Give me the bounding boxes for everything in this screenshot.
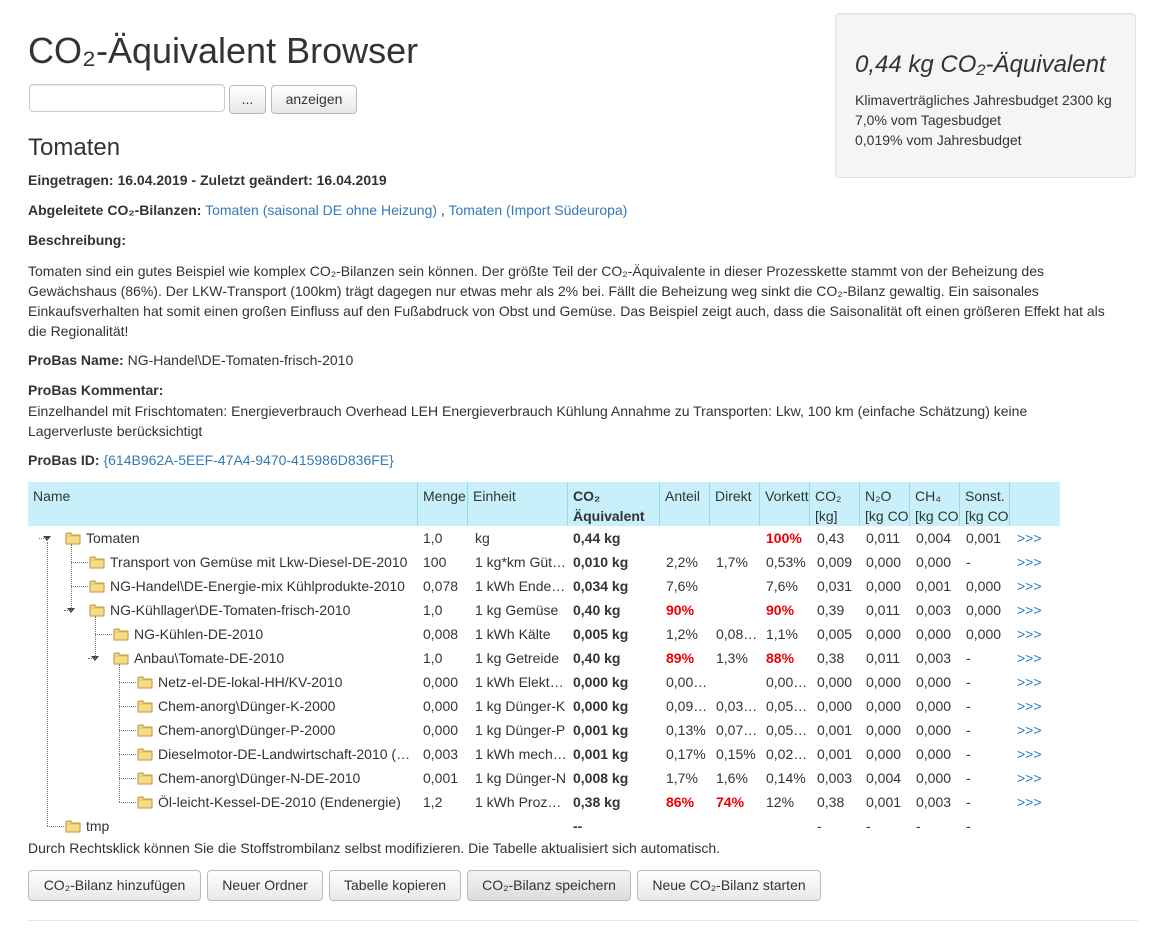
folder-icon	[137, 699, 153, 713]
cell-sonst: 0,001	[966, 530, 1002, 546]
cell-anteil: 1,2%	[666, 626, 698, 642]
folder-icon	[137, 723, 153, 737]
details-link[interactable]	[1017, 814, 1057, 838]
probas-comment-line: Lagerverluste berücksichtigt	[28, 423, 203, 439]
dates-text: Eingetragen: 16.04.2019 - Zuletzt geändert: 16.04.2019	[28, 172, 387, 188]
cell-n2o: 0,001	[866, 794, 902, 810]
cell-sonst: -	[966, 698, 971, 714]
cell-anteil: 0,13%	[666, 722, 706, 738]
cell-co2: 0,003	[817, 770, 853, 786]
cell-ch4: 0,000	[916, 554, 952, 570]
cell-einheit: 1 kg Gemüse	[475, 602, 559, 618]
col-header-vorkett[interactable]: Vorkett	[760, 482, 810, 526]
cell-co2: 0,001	[817, 722, 853, 738]
save-balance-button[interactable]: CO₂-Bilanz speichern	[467, 870, 631, 901]
cell-vorkett: 7,6%	[766, 578, 798, 594]
cell-co2: 0,38	[817, 794, 845, 810]
cell-n2o: 0,000	[866, 674, 902, 690]
tree-line	[95, 616, 96, 658]
cell-direkt: 1,7%	[716, 554, 748, 570]
cell-ch4: 0,000	[916, 722, 952, 738]
cell-ch4: 0,000	[916, 626, 952, 642]
table-row[interactable]	[28, 814, 1060, 838]
row-name[interactable]: Chem-anorg\Dünger-P-2000	[158, 722, 336, 738]
col-header-co2eq[interactable]: CO₂ Äquivalent	[568, 482, 660, 526]
cell-menge	[423, 814, 471, 838]
cell-ch4: 0,000	[916, 698, 952, 714]
cell-anteil	[666, 526, 712, 550]
tree-line	[71, 544, 72, 610]
description-line: Einkaufsverhalten hat somit einen großen Einfluss auf den Fußabdruck von Obst und Gemüse. Das Beispiel zeigt auch, dass die Saisonalität oft einen größeren Effekt hat als	[28, 303, 1105, 319]
description-text	[28, 261, 1123, 341]
cell-co2eq: 0,40 kg	[573, 650, 621, 666]
cell-co2eq: 0,001 kg	[573, 722, 629, 738]
cell-ch4: 0,000	[916, 746, 952, 762]
cell-einheit: 1 kg*km Güt…	[475, 554, 567, 570]
folder-icon	[89, 579, 105, 593]
derived-line	[28, 202, 627, 218]
cell-vorkett: 0,05…	[766, 698, 808, 714]
cell-n2o: 0,004	[866, 770, 902, 786]
cell-vorkett: 0,00…	[766, 674, 808, 690]
probas-name-line	[28, 352, 353, 368]
derived-label: Abgeleitete CO₂-Bilanzen:	[28, 202, 202, 218]
cell-co2: 0,005	[817, 626, 853, 642]
cell-sonst: -	[966, 554, 971, 570]
cell-ch4: 0,004	[916, 530, 952, 546]
cell-anteil: 86%	[666, 794, 695, 810]
col-header-ch4[interactable]: CH₄ [kg CO	[910, 482, 960, 526]
folder-icon	[113, 651, 129, 665]
cell-co2: 0,39	[817, 602, 845, 618]
table-row[interactable]	[28, 670, 1060, 694]
folder-icon	[65, 531, 81, 545]
search-input[interactable]	[29, 84, 225, 112]
table-row[interactable]	[28, 742, 1060, 766]
details-link[interactable]: >>>	[1017, 578, 1042, 594]
cell-menge: 0,003	[423, 746, 459, 762]
row-name[interactable]: Netz-el-DE-lokal-HH/KV-2010	[158, 674, 343, 690]
grid-header	[28, 482, 1060, 526]
cell-ch4: 0,000	[916, 674, 952, 690]
cell-anteil: 0,00…	[666, 674, 708, 690]
probas-comment-label-line	[28, 382, 163, 398]
cell-einheit: 1 kWh Ende…	[475, 578, 566, 594]
folder-icon	[89, 555, 105, 569]
cell-vorkett: 90%	[766, 602, 795, 618]
copy-table-button[interactable]: Tabelle kopieren	[329, 870, 461, 901]
cell-direkt	[716, 598, 762, 622]
cell-ch4: 0,001	[916, 578, 952, 594]
details-link[interactable]: >>>	[1017, 554, 1042, 570]
cell-menge: 0,000	[423, 722, 459, 738]
tree-line	[64, 610, 72, 611]
cell-menge: 0,000	[423, 698, 459, 714]
col-header-sonst[interactable]: Sonst. [kg CO	[960, 482, 1010, 526]
cell-direkt: 0,08…	[716, 626, 758, 642]
probas-id-link[interactable]: {614B962A-5EEF-47A4-9470-415986D836FE}	[103, 452, 394, 468]
probas-comment-text	[28, 401, 1123, 441]
new-balance-button[interactable]: Neue CO₂-Bilanz starten	[637, 870, 821, 901]
details-link[interactable]: >>>	[1017, 698, 1042, 714]
table-row[interactable]	[28, 694, 1060, 718]
table-row[interactable]	[28, 646, 1060, 670]
row-name[interactable]: Anbau\Tomate-DE-2010	[134, 650, 285, 666]
details-link[interactable]: >>>	[1017, 626, 1042, 642]
cell-sonst: 0,000	[966, 578, 1002, 594]
cell-anteil: 1,7%	[666, 770, 698, 786]
table-row[interactable]	[28, 574, 1060, 598]
table-row[interactable]	[28, 718, 1060, 742]
cell-co2eq: 0,000 kg	[573, 674, 629, 690]
cell-menge: 1,0	[423, 650, 443, 666]
cell-n2o: 0,011	[866, 650, 900, 666]
cell-co2: 0,000	[817, 674, 853, 690]
details-link[interactable]: >>>	[1017, 530, 1042, 546]
cell-n2o: 0,000	[866, 578, 902, 594]
details-link[interactable]: >>>	[1017, 602, 1042, 618]
cell-direkt: 0,15%	[716, 746, 756, 762]
cell-vorkett: 12%	[766, 794, 795, 810]
browse-button[interactable]: ...	[229, 85, 266, 114]
cell-co2eq: 0,034 kg	[573, 578, 629, 594]
cell-co2: 0,001	[817, 746, 853, 762]
tree-line	[71, 586, 88, 587]
cell-einheit: 1 kWh Proz…	[475, 794, 562, 810]
derived-link-import[interactable]: Tomaten (Import Südeuropa)	[448, 202, 628, 218]
cell-direkt: 1,6%	[716, 770, 748, 786]
cell-anteil: 0,17%	[666, 746, 706, 762]
tree-line	[119, 730, 136, 731]
row-name[interactable]: NG-Handel\DE-Energie-mix Kühlprodukte-2010	[110, 578, 405, 594]
cell-menge: 1,0	[423, 530, 443, 546]
description-line: die Regionalität!	[28, 323, 129, 339]
row-name[interactable]: Dieselmotor-DE-Landwirtschaft-2010 (…	[158, 746, 411, 762]
derived-separator: ,	[440, 202, 445, 218]
page-title: CO₂-Äquivalent Browser	[28, 30, 419, 71]
budget-headline: 0,44 kg CO₂-Äquivalent	[855, 51, 1106, 78]
cell-n2o: 0,000	[866, 698, 902, 714]
row-name[interactable]: NG-Kühllager\DE-Tomaten-frisch-2010	[110, 602, 351, 618]
details-link[interactable]: >>>	[1017, 650, 1042, 666]
table-row[interactable]	[28, 550, 1060, 574]
probas-comment-line: Einzelhandel mit Frischtomaten: Energieverbrauch Overhead LEH Energieverbrauch Kühlung Annahme zu Transporten: Lkw, 100 km (einfache Schätzung) keine	[28, 403, 1028, 419]
table-row[interactable]	[28, 766, 1060, 790]
cell-co2: 0,38	[817, 650, 845, 666]
cell-co2eq: 0,000 kg	[573, 698, 629, 714]
cell-einheit: 1 kWh mech…	[475, 746, 567, 762]
cell-einheit: 1 kg Getreide	[475, 650, 560, 666]
cell-co2: 0,031	[817, 578, 853, 594]
cell-co2: -	[817, 818, 822, 834]
tree-line	[95, 634, 112, 635]
cell-anteil: 7,6%	[666, 578, 698, 594]
col-header-direkt[interactable]: Direkt	[710, 482, 760, 526]
budget-annual: Klimaverträgliches Jahresbudget 2300 kg	[855, 92, 1112, 108]
description-line: Tomaten sind ein gutes Beispiel wie komplex CO₂-Bilanzen sein können. Der größte Teil der CO₂-Äquivalente in dieser Prozesskette stammt von der Beheizung des	[28, 263, 1045, 279]
cell-direkt: 0,07…	[716, 722, 758, 738]
cell-direkt: 1,3%	[716, 650, 748, 666]
cell-direkt: 74%	[716, 794, 745, 810]
cell-direkt	[716, 526, 762, 550]
cell-vorkett: 0,53%	[766, 554, 806, 570]
cell-co2eq: 0,40 kg	[573, 602, 621, 618]
divider	[28, 920, 1138, 921]
cell-direkt	[716, 814, 762, 838]
budget-panel	[835, 13, 1136, 178]
dates-line	[28, 172, 387, 188]
cell-co2eq: 0,001 kg	[573, 746, 629, 762]
col-header-name[interactable]: Name	[28, 482, 418, 526]
cell-direkt: 0,03…	[716, 698, 758, 714]
details-link[interactable]: >>>	[1017, 722, 1042, 738]
cell-n2o: 0,000	[866, 722, 902, 738]
tree-line	[88, 658, 96, 659]
cell-n2o: -	[866, 818, 871, 834]
cell-co2eq: 0,005 kg	[573, 626, 629, 642]
cell-vorkett	[766, 814, 812, 838]
folder-icon	[137, 675, 153, 689]
row-name[interactable]: Chem-anorg\Dünger-K-2000	[158, 698, 336, 714]
cell-sonst: -	[966, 674, 971, 690]
cell-co2: 0,43	[817, 530, 845, 546]
cell-einheit: 1 kg Dünger-N	[475, 770, 567, 786]
description-label-line	[28, 232, 126, 248]
cell-einheit: 1 kg Dünger-P	[475, 722, 566, 738]
cell-vorkett: 0,05…	[766, 722, 808, 738]
cell-co2eq: 0,38 kg	[573, 794, 621, 810]
tree-line	[119, 754, 136, 755]
probas-id-line	[28, 452, 394, 468]
description-line: Gewächshaus (86%). Der LKW-Transport (100km) trägt dagegen nur etwas mehr als 2% bei. Fällt die Beheizung weg sinkt die CO₂-Bilanz gewaltig. Ein saisonales	[28, 283, 1039, 299]
cell-menge: 0,078	[423, 578, 459, 594]
row-name[interactable]: NG-Kühlen-DE-2010	[134, 626, 264, 642]
cell-anteil: 89%	[666, 650, 695, 666]
tree-line	[119, 664, 120, 802]
row-name[interactable]: Chem-anorg\Dünger-N-DE-2010	[158, 770, 361, 786]
folder-icon	[137, 795, 153, 809]
cell-n2o: 0,000	[866, 746, 902, 762]
table-row[interactable]	[28, 598, 1060, 622]
cell-anteil: 2,2%	[666, 554, 698, 570]
cell-sonst: -	[966, 722, 971, 738]
cell-vorkett: 1,1%	[766, 626, 798, 642]
table-row[interactable]	[28, 526, 1060, 550]
folder-icon	[89, 603, 105, 617]
cell-n2o: 0,000	[866, 626, 902, 642]
tree-line	[119, 802, 136, 803]
hint-text: Durch Rechtsklick können Sie die Stoffstrombilanz selbst modifizieren. Die Tabelle aktualisiert sich automatisch.	[28, 840, 721, 856]
cell-einheit: 1 kWh Elekt…	[475, 674, 564, 690]
cell-sonst: -	[966, 818, 971, 834]
cell-menge: 0,000	[423, 674, 459, 690]
cell-menge: 100	[423, 554, 447, 570]
cell-sonst: -	[966, 746, 971, 762]
cell-co2eq: --	[573, 818, 583, 834]
cell-anteil: 90%	[666, 602, 695, 618]
cell-co2eq: 0,008 kg	[573, 770, 629, 786]
tree-line	[47, 542, 48, 826]
tree-line	[39, 538, 48, 539]
budget-annual-share: 0,019% vom Jahresbudget	[855, 132, 1022, 148]
derived-link-seasonal[interactable]: Tomaten (saisonal DE ohne Heizung)	[205, 202, 438, 218]
folder-icon	[65, 819, 81, 833]
table-row[interactable]	[28, 790, 1060, 814]
col-header-menge[interactable]: Menge	[418, 482, 468, 526]
cell-sonst: -	[966, 770, 971, 786]
cell-co2: 0,000	[817, 698, 853, 714]
cell-direkt	[716, 574, 762, 598]
tree-line	[119, 706, 136, 707]
show-button[interactable]: anzeigen	[271, 85, 357, 114]
cell-n2o: 0,011	[866, 530, 900, 546]
row-name[interactable]: Transport von Gemüse mit Lkw-Diesel-DE-2010	[110, 554, 408, 570]
cell-ch4: 0,003	[916, 794, 952, 810]
tree-line	[119, 778, 136, 779]
cell-einheit	[475, 814, 567, 838]
table-row[interactable]	[28, 622, 1060, 646]
cell-einheit: kg	[475, 530, 490, 546]
cell-sonst: -	[966, 650, 971, 666]
cell-anteil	[666, 814, 712, 838]
probas-name-label: ProBas Name:	[28, 352, 124, 368]
cell-n2o: 0,000	[866, 554, 902, 570]
cell-direkt	[716, 670, 762, 694]
cell-ch4: 0,000	[916, 770, 952, 786]
cell-co2: 0,009	[817, 554, 853, 570]
details-link[interactable]: >>>	[1017, 794, 1042, 810]
probas-id-label: ProBas ID:	[28, 452, 100, 468]
cell-co2eq: 0,010 kg	[573, 554, 629, 570]
row-name[interactable]: Öl-leicht-Kessel-DE-2010 (Endenergie)	[158, 794, 401, 810]
row-name[interactable]: tmp	[86, 818, 110, 834]
col-header-more	[1010, 482, 1060, 526]
cell-sonst: 0,000	[966, 602, 1002, 618]
add-balance-button[interactable]: CO₂-Bilanz hinzufügen	[28, 870, 201, 901]
details-link[interactable]: >>>	[1017, 746, 1042, 762]
description-label: Beschreibung:	[28, 232, 127, 248]
cell-vorkett: 88%	[766, 650, 795, 666]
folder-icon	[113, 627, 129, 641]
cell-anteil: 0,09…	[666, 698, 708, 714]
cell-einheit: 1 kg Dünger-K	[475, 698, 566, 714]
col-header-einheit[interactable]: Einheit	[468, 482, 568, 526]
details-link[interactable]: >>>	[1017, 770, 1042, 786]
cell-ch4: 0,003	[916, 650, 952, 666]
tree-line	[71, 562, 88, 563]
cell-menge: 1,0	[423, 602, 443, 618]
cell-ch4: -	[916, 818, 921, 834]
cell-ch4: 0,003	[916, 602, 952, 618]
budget-daily-share: 7,0% vom Tagesbudget	[855, 112, 1002, 128]
cell-menge: 1,2	[423, 794, 443, 810]
col-header-n2o[interactable]: N₂O [kg CO	[860, 482, 910, 526]
item-title: Tomaten	[28, 134, 121, 161]
cell-menge: 0,008	[423, 626, 459, 642]
col-header-anteil[interactable]: Anteil	[660, 482, 710, 526]
probas-comment-label: ProBas Kommentar:	[28, 382, 164, 398]
tree-line	[119, 682, 136, 683]
cell-vorkett: 0,14%	[766, 770, 806, 786]
new-folder-button[interactable]: Neuer Ordner	[207, 870, 323, 901]
cell-vorkett: 100%	[766, 530, 802, 546]
cell-sonst: -	[966, 794, 971, 810]
cell-sonst: 0,000	[966, 626, 1002, 642]
probas-name-value: NG-Handel\DE-Tomaten-frisch-2010	[127, 352, 354, 368]
col-header-co2[interactable]: CO₂ [kg]	[810, 482, 860, 526]
cell-vorkett: 0,02…	[766, 746, 808, 762]
row-name[interactable]: Tomaten	[86, 530, 140, 546]
cell-menge: 0,001	[423, 770, 459, 786]
details-link[interactable]: >>>	[1017, 674, 1042, 690]
cell-co2eq: 0,44 kg	[573, 530, 621, 546]
cell-einheit: 1 kWh Kälte	[475, 626, 551, 642]
cell-n2o: 0,011	[866, 602, 900, 618]
folder-icon	[137, 771, 153, 785]
tree-line	[47, 826, 64, 827]
folder-icon	[137, 747, 153, 761]
